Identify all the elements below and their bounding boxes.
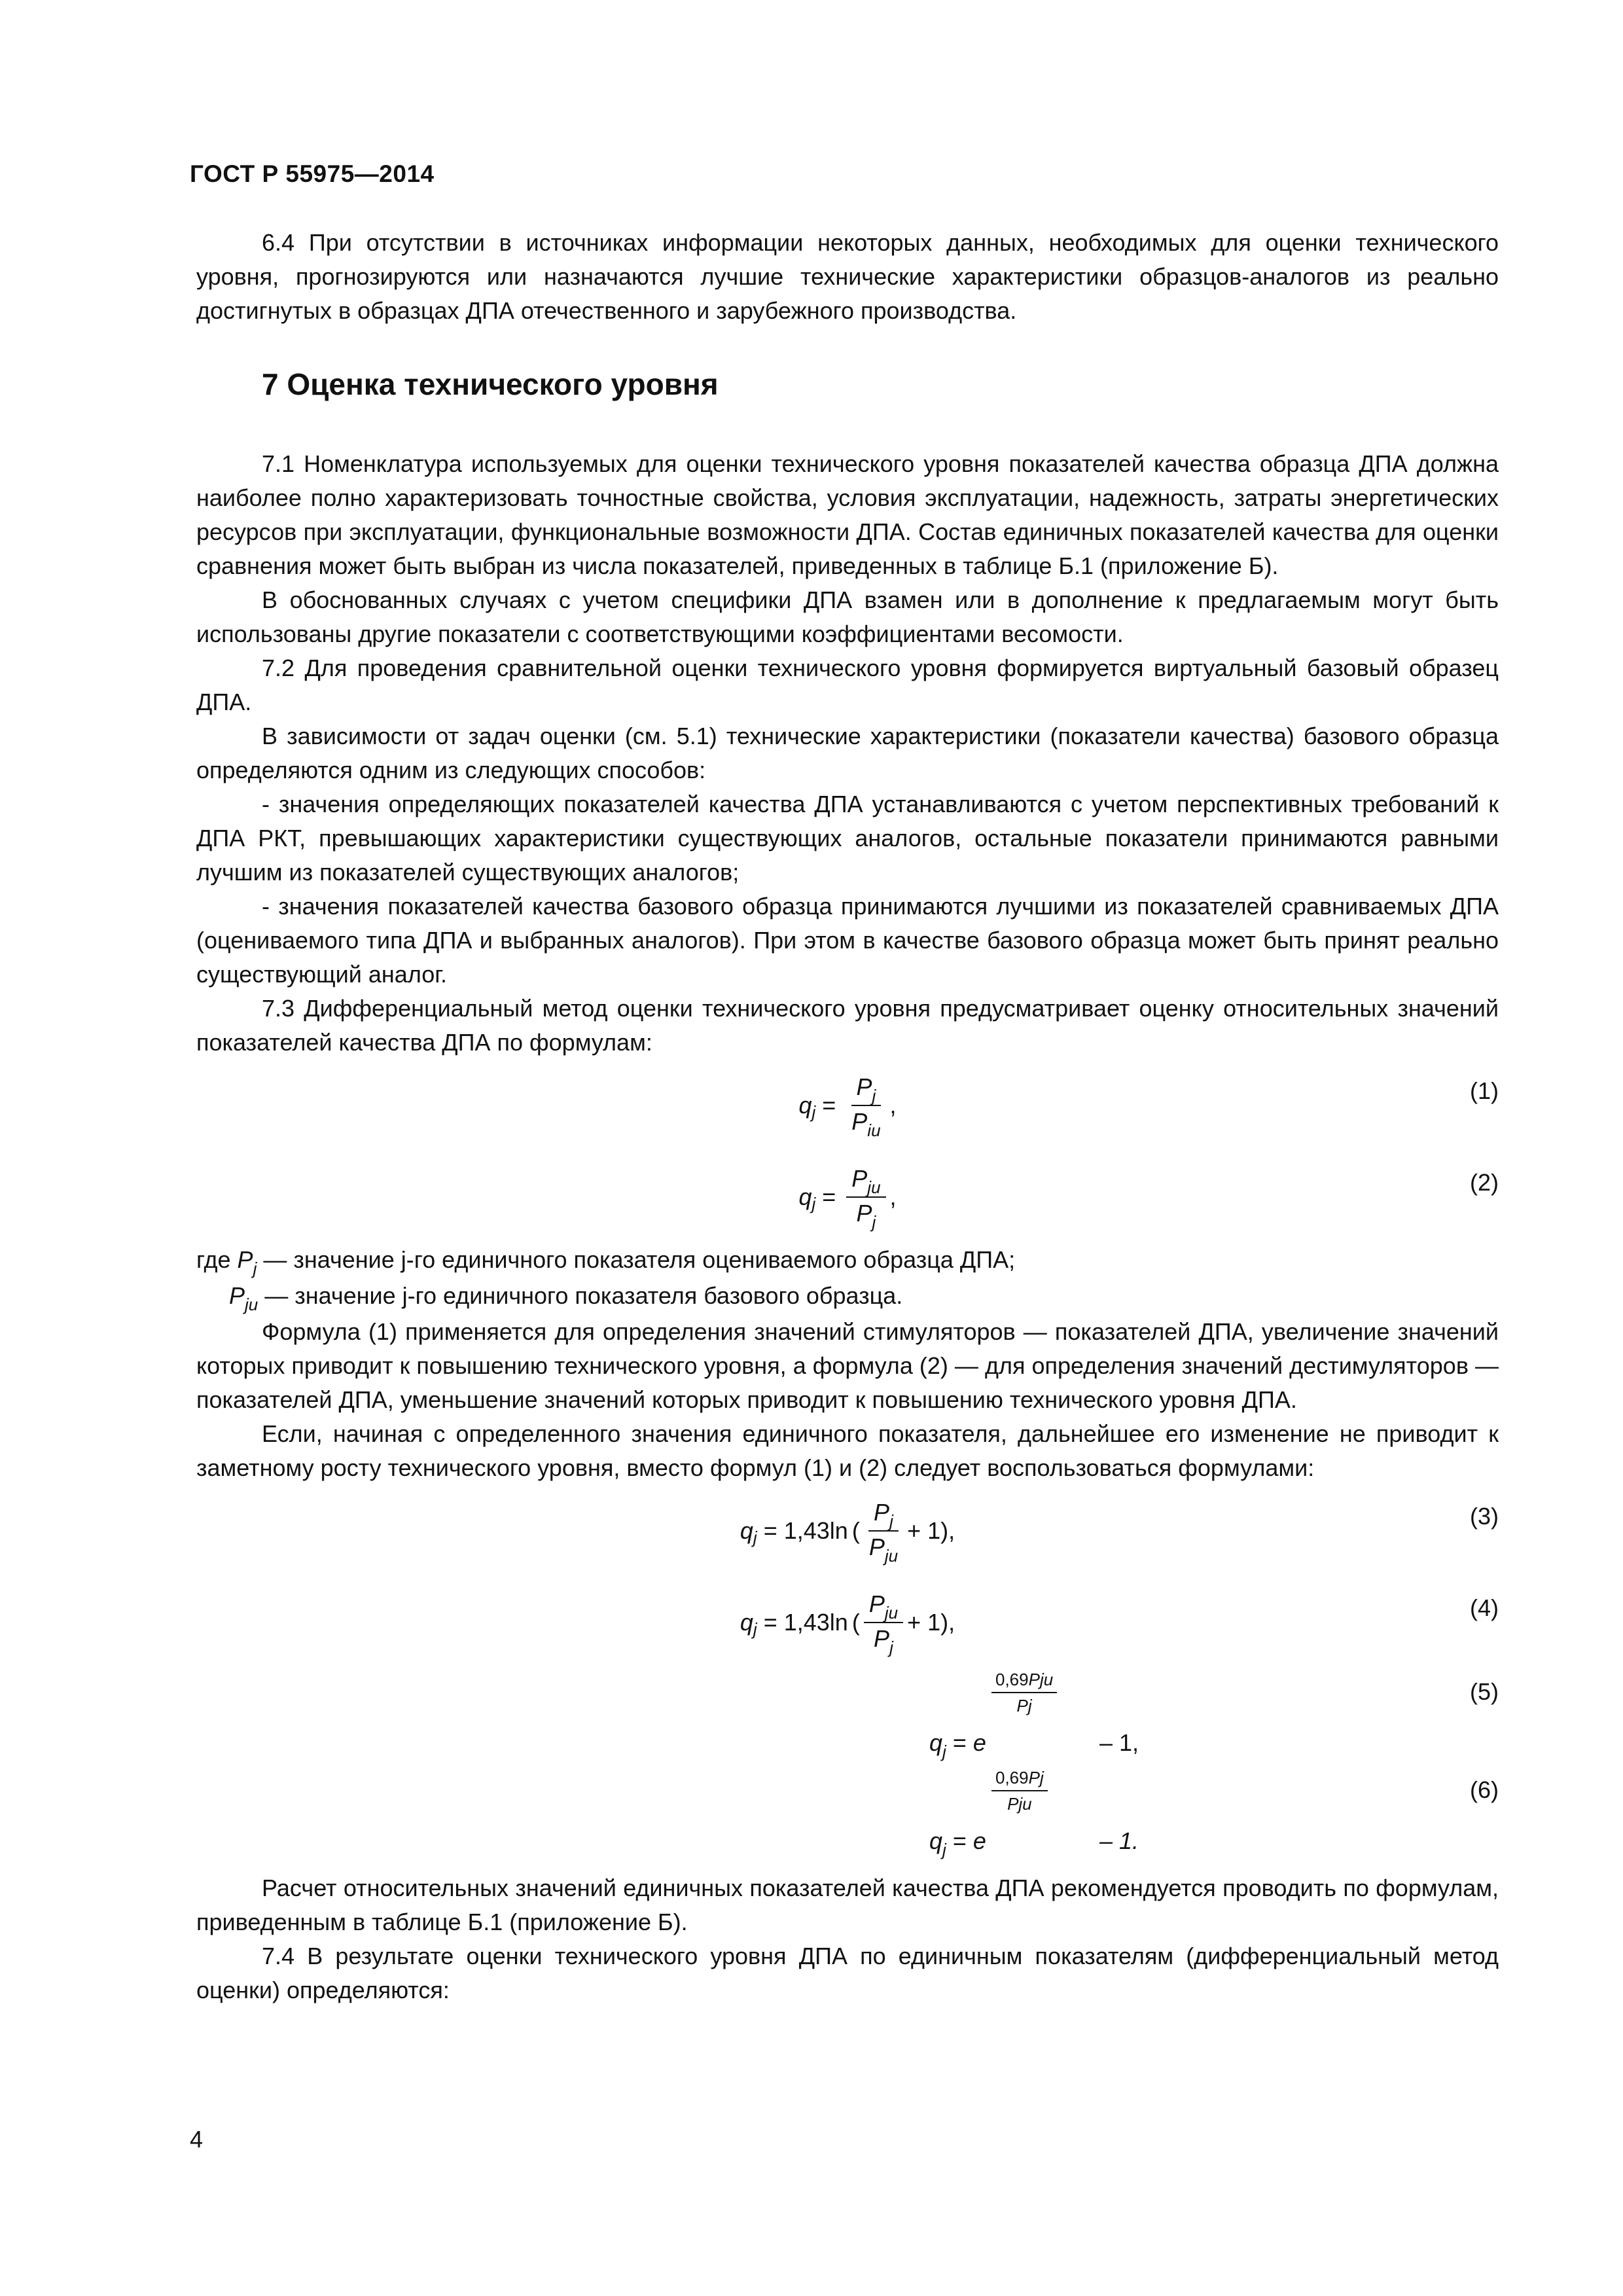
- formula-3-number: (3): [1470, 1503, 1499, 1530]
- formula-1: q j = $\frac{P_j}{P_{iu}}$ , (1): [798, 1073, 1499, 1140]
- para-7-2b: В зависимости от задач оценки (см. 5.1) технические характеристики (показатели качества) базового образца определяются одним из следующих способов:: [196, 723, 1499, 783]
- para-7-3e: Расчет относительных значений единичных показателей качества ДПА рекомендуется проводить по формулам, приведенным в таблице Б.1 (приложение Б).: [196, 1874, 1499, 1935]
- formula-2: q j = $\frac{P_{ju}}{P_j}$ , (2): [798, 1165, 1499, 1232]
- para-7-1b: В обоснованных случаях с учетом специфики ДПА взамен или в дополнение к предлагаемым могут быть использованы другие показатели с соответствующими коэффициентами весомости.: [196, 586, 1499, 647]
- formula-5: $q_j = e$ 0,69Pju Pj – 1, (5): [929, 1670, 1499, 1761]
- where-pj: где $P_j$ — значение j-го единичного показателя оцениваемого образца ДПА;: [196, 1246, 1016, 1278]
- formula-4: q j = 1,43ln ( $\frac{P_{ju}}{P_j}$ + 1), (4): [740, 1590, 1499, 1657]
- para-7-4: 7.4 В результате оценки технического уровня ДПА по единичным показателям (дифференциальный метод оценки) определяются:: [196, 1943, 1499, 2003]
- para-7-2d: - значения показателей качества базового образца принимаются лучшими из показателей сравниваемых ДПА (оцениваемого типа ДПА и выбранных аналогов). При этом в качестве базового образца может быть принят реально существующий аналог.: [196, 893, 1499, 988]
- where-pju: $P_{ju}$ — значение j-го единичного показателя базового образца.: [229, 1282, 903, 1314]
- para-7-3c: Формула (1) применяется для определения значений стимуляторов — показателей ДПА, увеличение значений которых приводит к повышению технического уровня, а формула (2) — для определения значений дестимуляторов — показателей ДПА, уменьшение значений которых приводит к повышению технического уровня ДПА.: [196, 1318, 1499, 1413]
- formula-6-number: (6): [1470, 1776, 1499, 1803]
- formula-5-number: (5): [1470, 1678, 1499, 1705]
- para-7-3d: Если, начиная с определенного значения единичного показателя, дальнейшее его изменение не приводит к заметному росту технического уровня, вместо формул (1) и (2) следует воспользоваться формулами:: [196, 1420, 1499, 1481]
- formula-3: q j = 1,43ln ( $\frac{P_j}{P_{ju}}$ + 1), (3): [740, 1499, 1499, 1566]
- section-heading-7: 7 Оценка технического уровня: [262, 367, 719, 401]
- body-text: [196, 226, 1499, 2007]
- para-7-2: 7.2 Для проведения сравнительной оценки технического уровня формируется виртуальный базовый образец ДПА.: [196, 655, 1499, 715]
- formula-1-number: (1): [1470, 1077, 1499, 1104]
- para-6-4: 6.4 При отсутствии в источниках информации некоторых данных, необходимых для оценки технического уровня, прогнозируются или назначаются лучшие технические характеристики образцов-аналогов из реально достигнутых в образцах ДПА отечественного и зарубежного производства.: [196, 229, 1499, 324]
- document-code: ГОСТ Р 55975—2014: [190, 160, 435, 187]
- para-7-3: 7.3 Дифференциальный метод оценки технического уровня предусматривает оценку относительных значений показателей качества ДПА по формулам:: [196, 995, 1499, 1056]
- formula-2-number: (2): [1470, 1169, 1499, 1196]
- page-number: 4: [190, 2126, 204, 2153]
- para-7-2c: - значения определяющих показателей качества ДПА устанавливаются с учетом перспективных требований к ДПА РКТ, превышающих характеристики существующих аналогов, остальные показатели принимаются равными лучшим из показателей существующих аналогов;: [196, 791, 1499, 886]
- para-7-1: 7.1 Номенклатура используемых для оценки технического уровня показателей качества образца ДПА должна наиболее полно характеризовать точностные свойства, условия эксплуатации, надежность, затраты энергетических ресурсов при эксплуатации, функциональные возможности ДПА. Состав единичных показателей качества для оценки сравнения может быть выбран из числа показателей, приведенных в таблице Б.1 (приложение Б).: [196, 450, 1499, 579]
- formula-6: $q_j = e$ 0,69Pj Pju – 1. (6): [929, 1768, 1499, 1859]
- formula-4-number: (4): [1470, 1594, 1499, 1621]
